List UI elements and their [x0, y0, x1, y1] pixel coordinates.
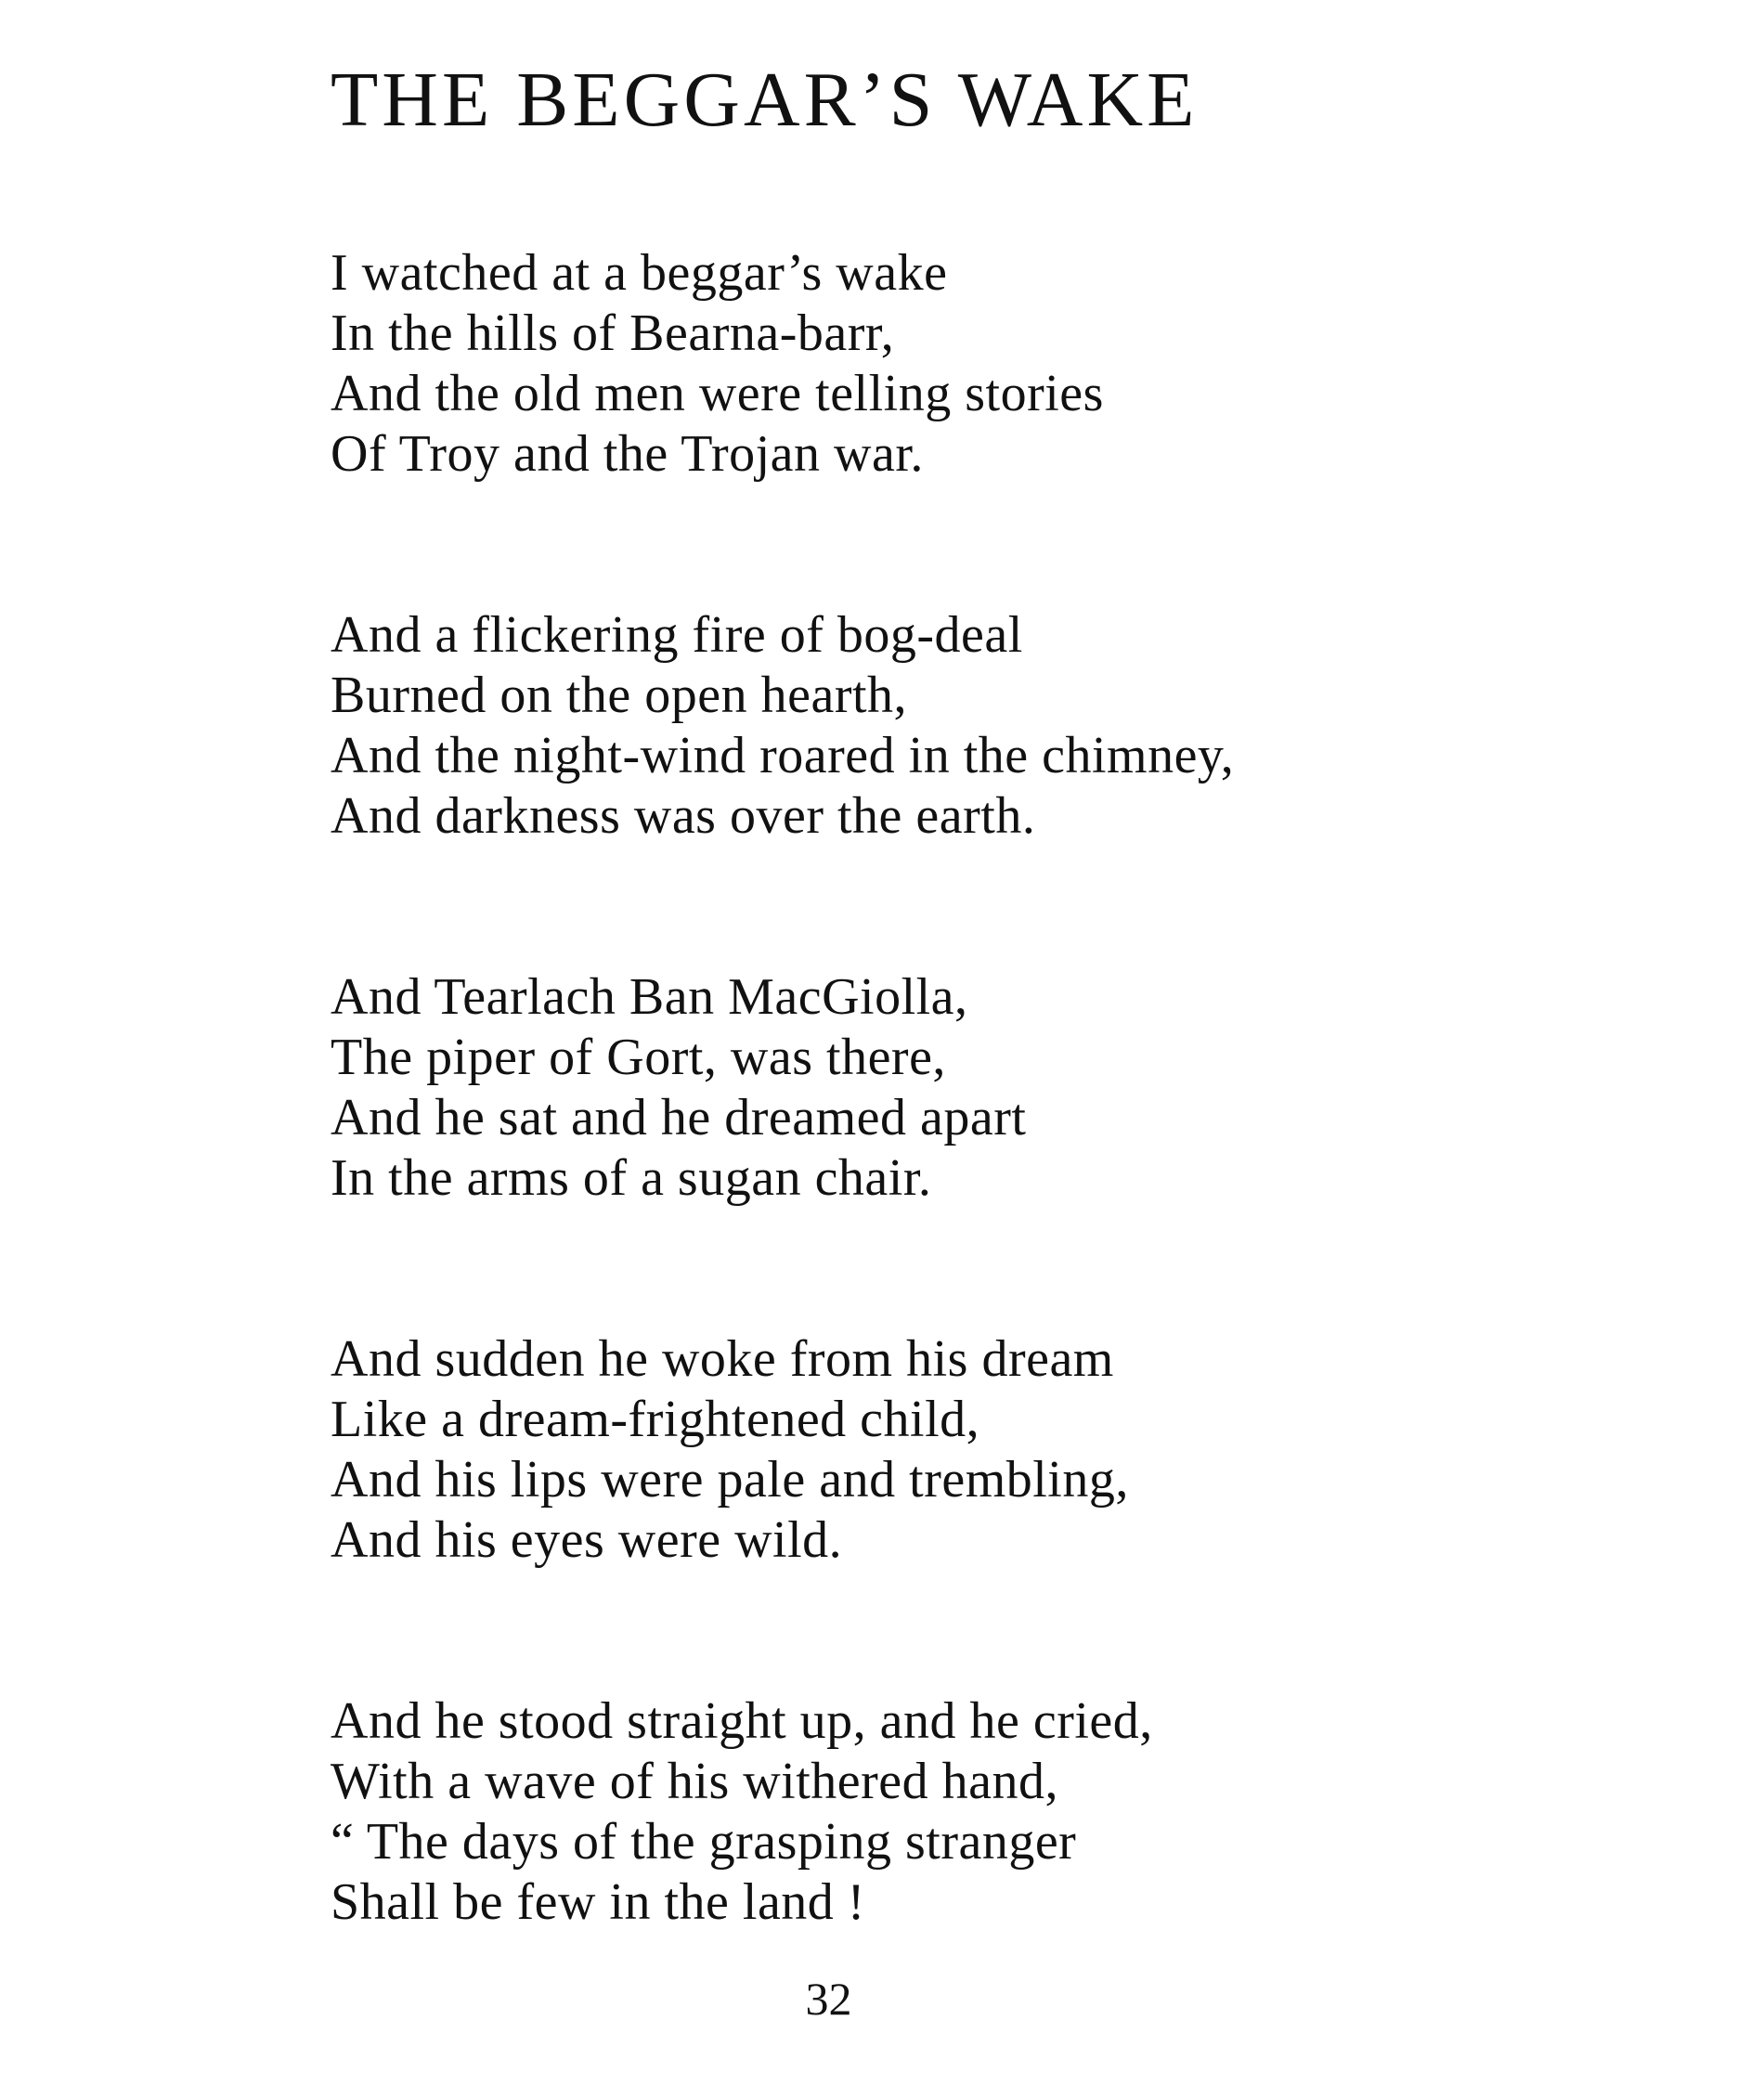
poem-line: The piper of Gort, was there,: [331, 1029, 946, 1086]
poem-line: Burned on the open hearth,: [331, 667, 908, 724]
poem-line: And the night-wind roared in the chimney,: [331, 727, 1235, 784]
poem-line: “ The days of the grasping stranger: [331, 1813, 1077, 1871]
stanza-5: [331, 1691, 1723, 1933]
poem-line: And he stood straight up, and he cried,: [331, 1692, 1153, 1750]
poem-line: With a wave of his withered hand,: [331, 1753, 1059, 1810]
poem-line: Like a dream-frightened child,: [331, 1391, 980, 1448]
poem-line: And Tearlach Ban MacGiolla,: [331, 968, 968, 1026]
page-number: 32: [805, 1973, 852, 2025]
poem-line: Shall be few in the land !: [331, 1873, 865, 1931]
poem-line: And sudden he woke from his dream: [331, 1330, 1114, 1388]
stanza-2: [331, 605, 1723, 847]
poem-line: I watched at a beggar’s wake: [331, 244, 948, 302]
stanza-4: [331, 1329, 1723, 1571]
poem-line: And his lips were pale and trembling,: [331, 1451, 1129, 1509]
poem-line: And the old men were telling stories: [331, 365, 1104, 422]
poem-line: In the arms of a sugan chair.: [331, 1149, 932, 1207]
poem-line: In the hills of Bearna-barr,: [331, 304, 895, 362]
poem-line: And darkness was over the earth.: [331, 787, 1036, 845]
poem-line: And his eyes were wild.: [331, 1511, 843, 1569]
poem-body: [331, 243, 1723, 2053]
poem-line: Of Troy and the Trojan war.: [331, 425, 924, 483]
stanza-1: [331, 243, 1723, 485]
poem-title: THE BEGGAR’S WAKE: [331, 57, 1199, 143]
stanza-3: [331, 967, 1723, 1209]
poem-line: And he sat and he dreamed apart: [331, 1089, 1027, 1146]
poem-line: And a flickering fire of bog-deal: [331, 606, 1023, 664]
